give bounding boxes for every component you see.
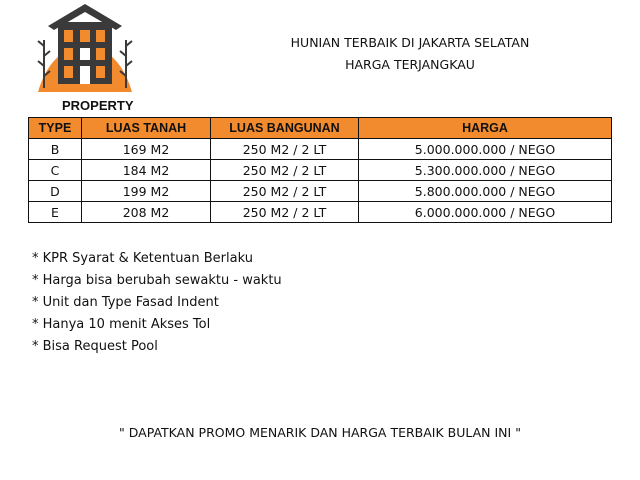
cell-harga: 5.000.000.000 / NEGO (359, 139, 612, 160)
table-row (29, 202, 612, 223)
cell-luas-bangunan: 250 M2 / 2 LT (211, 202, 359, 223)
price-table (28, 117, 612, 223)
logo-text: PROPERTY (62, 98, 134, 113)
cell-luas-bangunan: 250 M2 / 2 LT (211, 181, 359, 202)
table-row (29, 181, 612, 202)
col-luas-bangunan: LUAS BANGUNAN (211, 118, 359, 139)
note-item: * Bisa Request Pool (32, 339, 158, 354)
col-harga: HARGA (359, 118, 612, 139)
notes-list (32, 248, 282, 358)
note-item: * Harga bisa berubah sewaktu - waktu (32, 273, 282, 288)
cell-luas-tanah: 199 M2 (82, 181, 211, 202)
cell-type: E (29, 202, 82, 223)
cell-luas-tanah: 208 M2 (82, 202, 211, 223)
note-item: * Unit dan Type Fasad Indent (32, 295, 219, 310)
headline: HUNIAN TERBAIK DI JAKARTA SELATAN (290, 35, 530, 50)
cell-luas-bangunan: 250 M2 / 2 LT (211, 160, 359, 181)
table-row (29, 139, 612, 160)
cell-luas-tanah: 184 M2 (82, 160, 211, 181)
cell-luas-tanah: 169 M2 (82, 139, 211, 160)
cell-harga: 5.800.000.000 / NEGO (359, 181, 612, 202)
col-luas-tanah: LUAS TANAH (82, 118, 211, 139)
promo-text: " DAPATKAN PROMO MENARIK DAN HARGA TERBAIK BULAN INI " (119, 425, 521, 440)
table-row (29, 160, 612, 181)
cell-type: B (29, 139, 82, 160)
cell-harga: 6.000.000.000 / NEGO (359, 202, 612, 223)
cell-luas-bangunan: 250 M2 / 2 LT (211, 139, 359, 160)
cell-type: D (29, 181, 82, 202)
col-type: TYPE (29, 118, 82, 139)
note-item: * KPR Syarat & Ketentuan Berlaku (32, 251, 253, 266)
note-item: * Hanya 10 menit Akses Tol (32, 317, 211, 332)
subheadline: HARGA TERJANGKAU (345, 57, 475, 72)
table-header-row (29, 118, 612, 139)
cell-harga: 5.300.000.000 / NEGO (359, 160, 612, 181)
cell-type: C (29, 160, 82, 181)
property-logo (30, 0, 140, 100)
